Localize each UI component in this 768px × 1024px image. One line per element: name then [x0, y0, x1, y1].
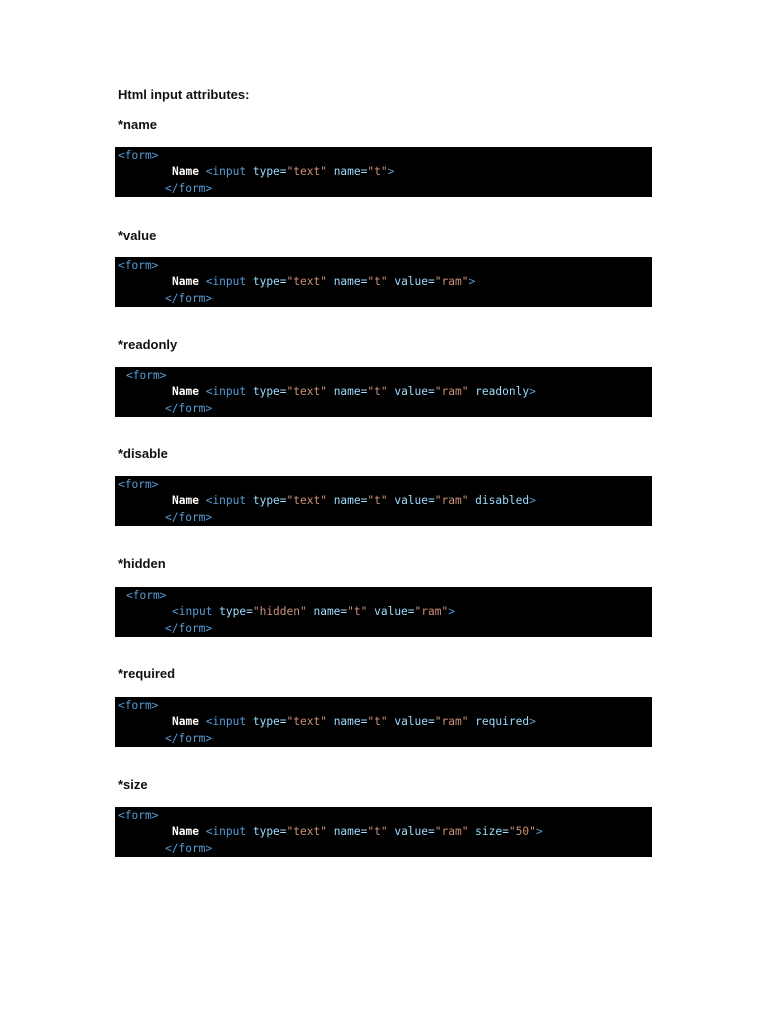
section-heading-hidden: *hidden — [118, 556, 166, 571]
code-close-tag: </form> — [165, 842, 213, 855]
code-open-tag: <form> — [118, 809, 159, 822]
code-close-tag: </form> — [165, 182, 213, 195]
code-block-size — [115, 807, 652, 857]
code-line: <input type="hidden" name="t" value="ram"> — [172, 605, 455, 618]
section-heading-size: *size — [118, 777, 148, 792]
code-block-hidden — [115, 587, 652, 637]
code-open-tag: <form> — [118, 699, 159, 712]
section-heading-value: *value — [118, 228, 157, 243]
code-close-tag: </form> — [165, 732, 213, 745]
code-line: Name <input type="text" name="t"> — [172, 165, 395, 178]
page-title: Html input attributes: — [118, 87, 250, 102]
code-open-tag: <form> — [118, 478, 159, 491]
code-line: Name <input type="text" name="t" value="ram" readonly> — [172, 385, 536, 398]
code-block-name — [115, 147, 652, 197]
code-close-tag: </form> — [165, 292, 213, 305]
code-open-tag: <form> — [126, 369, 167, 382]
code-line: Name <input type="text" name="t" value="ram" required> — [172, 715, 536, 728]
code-open-tag: <form> — [118, 259, 159, 272]
code-close-tag: </form> — [165, 511, 213, 524]
code-block-readonly — [115, 367, 652, 417]
code-line: Name <input type="text" name="t" value="ram"> — [172, 275, 476, 288]
section-heading-name: *name — [118, 117, 158, 132]
code-open-tag: <form> — [126, 589, 167, 602]
code-block-value — [115, 257, 652, 307]
code-block-disable — [115, 476, 652, 526]
section-heading-readonly: *readonly — [118, 337, 178, 352]
code-block-required — [115, 697, 652, 747]
code-line: Name <input type="text" name="t" value="ram" disabled> — [172, 494, 536, 507]
code-open-tag: <form> — [118, 149, 159, 162]
code-line: Name <input type="text" name="t" value="ram" size="50"> — [172, 825, 543, 838]
code-close-tag: </form> — [165, 402, 213, 415]
section-heading-disable: *disable — [118, 446, 168, 461]
code-close-tag: </form> — [165, 622, 213, 635]
section-heading-required: *required — [118, 666, 176, 681]
